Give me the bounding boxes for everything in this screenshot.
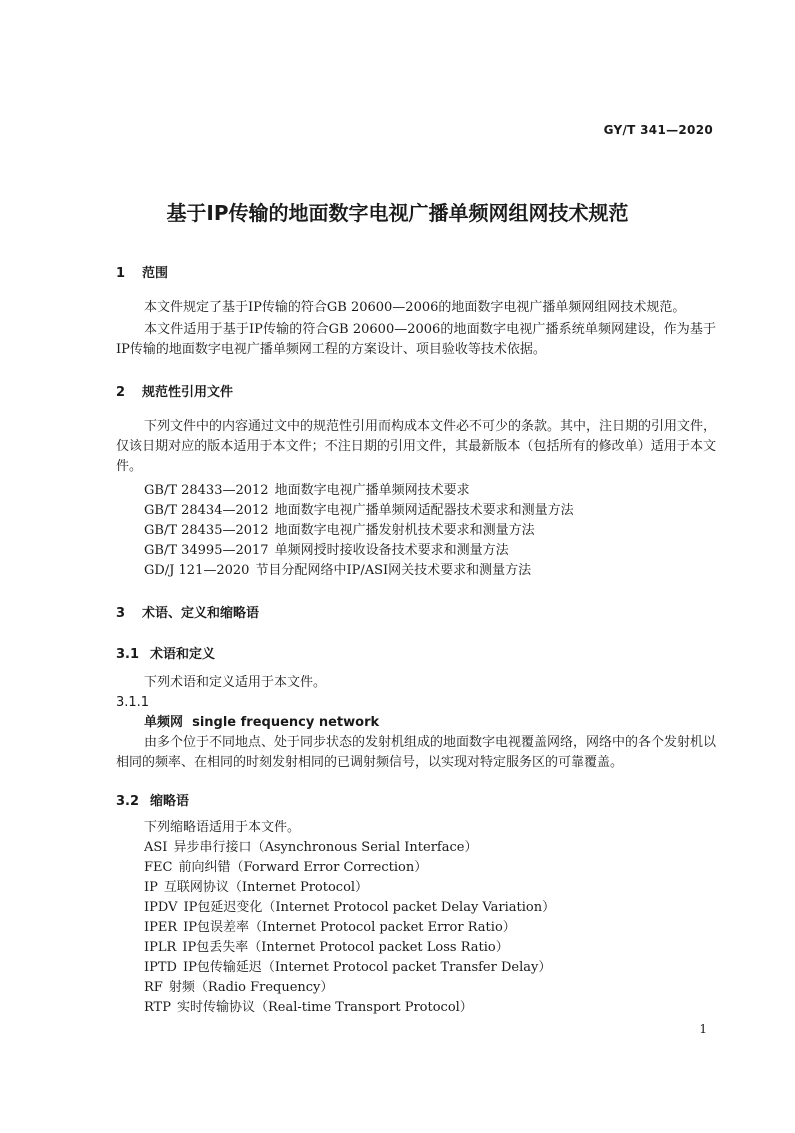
section-title: 缩略语 — [150, 794, 190, 809]
abbreviation-meaning: IP包传输延迟（Internet Protocol packet Transfer Delay） — [182, 960, 552, 975]
abbreviation: IP — [144, 880, 158, 895]
section-number: 3.1 — [116, 647, 140, 662]
abbreviation-item — [144, 938, 509, 958]
section-title: 术语和定义 — [150, 647, 216, 662]
abbreviation-item — [144, 918, 516, 938]
section-number: 3 — [116, 606, 126, 621]
term-chinese: 单频网 — [144, 715, 184, 730]
abbreviation: RF — [144, 980, 163, 995]
abbreviation: IPLR — [144, 940, 177, 955]
abbreviation: IPTD — [144, 960, 177, 975]
section-title: 术语、定义和缩略语 — [142, 606, 260, 621]
abbreviation: FEC — [144, 860, 173, 875]
reference-item — [144, 501, 574, 521]
paragraph: 本文件规定了基于IP传输的符合GB 20600—2006的地面数字电视广播单频网组网技术规范。 — [144, 300, 686, 315]
abbreviation: IPDV — [144, 900, 178, 915]
reference-item — [144, 521, 535, 541]
abbreviation-item — [144, 978, 333, 998]
reference-code: GD/J 121—2020 — [144, 563, 250, 578]
abbreviation-meaning: IP包丢失率（Internet Protocol packet Loss Ratio） — [182, 940, 509, 955]
abbreviation: RTP — [144, 1000, 171, 1015]
term-definition: 由多个位于不同地点、处于同步状态的发射机组成的地面数字电视覆盖网络，网络中的各个发射机以相同的频率、在相同的时刻发射相同的已调射频信号，以实现对特定服务区的可靠覆盖。 — [116, 735, 717, 770]
abbreviation-meaning: 实时传输协议（Real-time Transport Protocol） — [176, 1000, 473, 1015]
reference-title: 地面数字电视广播发射机技术要求和测量方法 — [274, 523, 535, 538]
term-english: single frequency network — [192, 715, 380, 730]
abbreviation-item — [144, 998, 473, 1018]
reference-item — [144, 561, 531, 581]
abbreviation-item — [144, 858, 427, 878]
section-number: 2 — [116, 385, 126, 400]
section-3-2-heading — [116, 790, 189, 809]
reference-code: GB/T 28433—2012 — [144, 483, 269, 498]
abbreviation-meaning: 异步串行接口（Asynchronous Serial Interface） — [173, 840, 478, 855]
paragraph: 下列术语和定义适用于本文件。 — [144, 675, 327, 690]
abbreviation-meaning: IP包误差率（Internet Protocol packet Error Ratio） — [183, 920, 516, 935]
abbreviation-meaning: IP包延迟变化（Internet Protocol packet Delay Variation） — [183, 900, 556, 915]
abbreviation: IPER — [144, 920, 178, 935]
section-2-heading — [116, 381, 233, 400]
section-number: 1 — [116, 266, 126, 281]
reference-code: GB/T 28435—2012 — [144, 523, 269, 538]
document-title: 基于IP传输的地面数字电视广播单频网组网技术规范 — [166, 201, 629, 225]
term-number: 3.1.1 — [116, 695, 150, 710]
section-title: 规范性引用文件 — [142, 385, 234, 400]
abbreviation-meaning: 互联网协议（Internet Protocol） — [163, 880, 369, 895]
reference-title: 节目分配网络中IP/ASI网关技术要求和测量方法 — [255, 563, 532, 578]
paragraph: 下列缩略语适用于本文件。 — [144, 820, 301, 835]
page-number: 1 — [699, 1022, 707, 1036]
standard-code: GY/T 341—2020 — [603, 123, 713, 137]
reference-title: 单频网授时接收设备技术要求和测量方法 — [274, 543, 509, 558]
abbreviation-item — [144, 958, 551, 978]
section-3-heading — [116, 602, 259, 621]
reference-item — [144, 541, 509, 561]
section-1-heading — [116, 262, 168, 281]
abbreviation-meaning: 射频（Radio Frequency） — [168, 980, 334, 995]
paragraph: 本文件适用于基于IP传输的符合GB 20600—2006的地面数字电视广播系统单频网建设，作为基于IP传输的地面数字电视广播单频网工程的方案设计、项目验收等技术依据。 — [116, 322, 716, 357]
section-number: 3.2 — [116, 794, 140, 809]
section-title: 范围 — [142, 266, 169, 281]
abbreviation-item — [144, 898, 555, 918]
reference-item — [144, 481, 470, 501]
abbreviation: ASI — [144, 840, 168, 855]
abbreviation-item — [144, 838, 477, 858]
reference-title: 地面数字电视广播单频网技术要求 — [274, 483, 470, 498]
reference-code: GB/T 34995—2017 — [144, 543, 269, 558]
paragraph: 下列文件中的内容通过文中的规范性引用而构成本文件必不可少的条款。其中，注日期的引用文件，仅该日期对应的版本适用于本文件；不注日期的引用文件，其最新版本（包括所有的修改单）适用于本文件。 — [116, 419, 717, 474]
reference-code: GB/T 28434—2012 — [144, 503, 269, 518]
abbreviation-meaning: 前向纠错（Forward Error Correction） — [178, 860, 428, 875]
term-heading — [144, 713, 379, 733]
abbreviation-item — [144, 878, 368, 898]
reference-title: 地面数字电视广播单频网适配器技术要求和测量方法 — [274, 503, 574, 518]
section-3-1-heading — [116, 643, 215, 662]
